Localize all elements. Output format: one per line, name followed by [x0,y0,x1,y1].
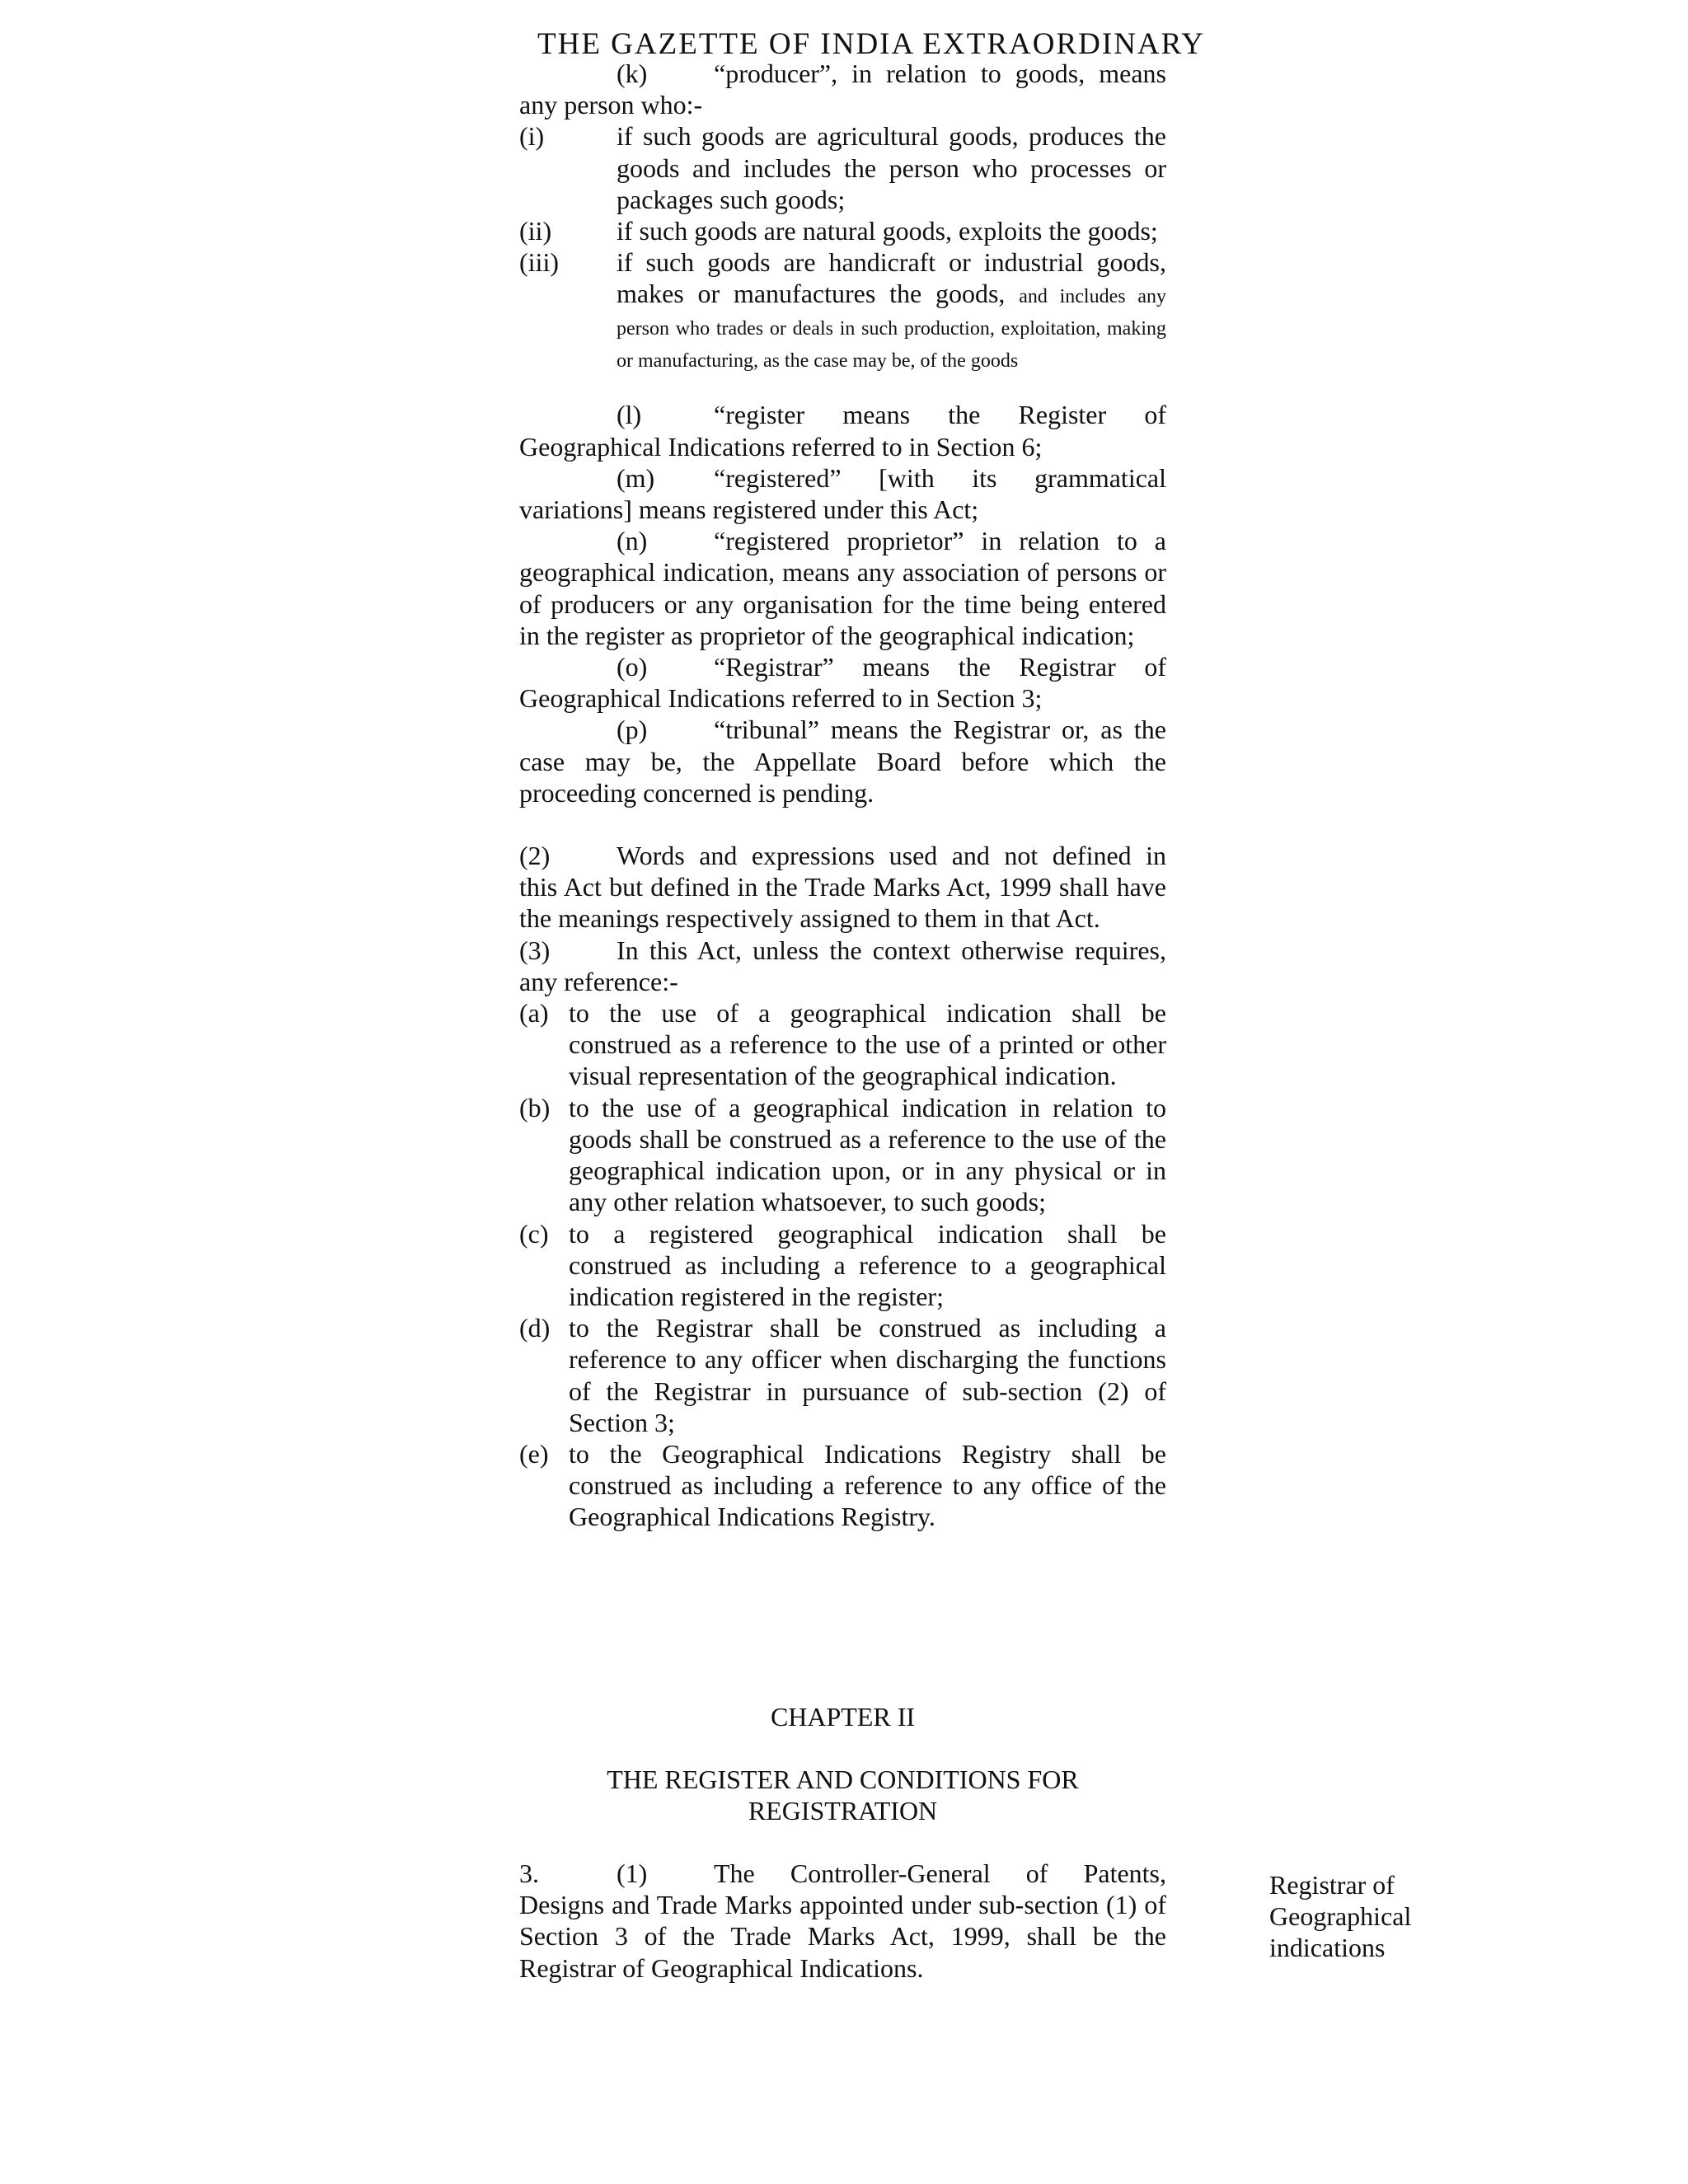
item-label: (e) [519,1438,549,1469]
header-title: THE GAZETTE OF INDIA EXTRAORDINARY [537,27,1205,56]
item-text: to a registered geographical indication shall be construed as including a reference to a geographical indication registered in the register; [569,1218,1166,1311]
item-text-main: if such goods are handicraft or industrial goods, makes or manufactures the goods, [617,247,1166,309]
item-label: (b) [519,1092,551,1122]
list-item [519,1312,1166,1438]
item-text-amendment: and includes any person who trades or deals in such production, exploitation, making or manufacturing, as the case may be, of the goods [617,286,1167,373]
list-item [519,215,1166,246]
definition-p-rest: case may be, the Appellate Board before which the proceeding concerned is pending. [519,746,1166,808]
item-text: to the Registrar shall be construed as including a reference to any officer when discharging the functions of the Registrar in pursuance of sub-section (2) of Section 3; [569,1313,1166,1437]
definition-m-first-line [519,462,1166,494]
section-3 [519,1858,1166,1984]
list-item [519,120,1166,215]
definition-label: (o) [617,652,648,682]
item-text: to the use of a geographical indication shall be construed as a reference to the use of a printed or other visual representation of the geographical indication. [569,998,1166,1091]
item-text: if such goods are natural goods, exploits the goods; [617,216,1158,246]
chapter-title-line-1: THE REGISTER AND CONDITIONS FOR [607,1765,1079,1794]
item-label: (ii) [519,216,552,246]
item-label: (d) [519,1313,551,1343]
definition-p-first-line [519,714,1166,745]
item-text: to the Geographical Indications Registry shall be construed as including a reference to any office of the Geographical Indications Registry. [569,1438,1166,1532]
definition-text: “registered proprietor” in relation to a [714,526,1166,556]
item-text [617,246,1166,374]
definition-text: “tribunal” means the Registrar or, as the [714,715,1166,745]
definition-label: (p) [617,715,648,745]
subsection-text: Words and expressions used and not defined in [617,841,1166,871]
main-text-column [519,58,1166,1533]
subsection-label: (3) [519,935,551,965]
section-number: 3. [519,1858,539,1888]
definition-text: “Registrar” means the Registrar of [714,652,1166,682]
definition-label: (n) [617,526,648,556]
definition-label: (l) [617,400,642,430]
subsection-2-rest: this Act but defined in the Trade Marks Act, 1999 shall have the meanings respectively assigned to them in that Act. [519,872,1166,934]
definition-l-first-line [519,399,1166,430]
definition-n-rest: geographical indication, means any association of persons or of producers or any organisation for the time being entered in the register as proprietor of the geographical indication; [519,557,1166,650]
item-text: if such goods are agricultural goods, produces the goods and includes the person who processes or packages such goods; [617,121,1166,214]
chapter-title-line-2: REGISTRATION [748,1796,938,1825]
list-item [519,1438,1166,1533]
definition-o-rest: Geographical Indications referred to in Section 3; [519,683,1043,714]
list-item [519,997,1166,1092]
section-3-first-line [519,1858,1166,1889]
item-text: to the use of a geographical indication in relation to goods shall be construed as a reference to the use of the geographical indication upon, or in any physical or in any other relation whatsoever, to such goods; [569,1092,1166,1217]
subsection-text: In this Act, unless the context otherwise requires, [617,935,1166,965]
definition-k-rest: any person who:- [519,90,703,120]
definition-label: (m) [617,462,655,493]
definition-label: (k) [617,59,648,88]
subsection-3-first-line [519,935,1166,966]
subsection-2-first-line [519,840,1166,871]
definition-text: “producer”, in relation to goods, means [714,59,1166,88]
item-label: (iii) [519,247,559,278]
running-header [0,12,1688,56]
section-3-rest: Designs and Trade Marks appointed under sub-section (1) of Section 3 of the Trade Marks Act, 1999, shall be the Registrar of Geographical Indications. [519,1890,1166,1983]
item-label: (i) [519,121,545,152]
section-text: The Controller-General of Patents, [714,1858,1166,1888]
definition-l-rest: Geographical Indications referred to in Section 6; [519,431,1043,462]
margin-note: Registrar of Geographical indications [1269,1870,1412,1962]
item-label: (c) [519,1218,549,1249]
list-item [519,246,1166,374]
list-item [519,1092,1166,1218]
definition-k-first-line [519,58,1166,89]
chapter-number: CHAPTER II [770,1702,916,1732]
subsection-label: (2) [519,841,551,871]
definition-n-first-line [519,525,1166,556]
section-sub-label: (1) [617,1858,648,1888]
definition-o-first-line [519,651,1166,682]
definition-text: “register means the Register of [714,400,1166,430]
subsection-3-rest: any reference:- [519,966,678,996]
list-item [519,1218,1166,1313]
definition-text: “registered” [with its grammatical [714,462,1166,493]
definition-m-rest: variations] means registered under this Act; [519,494,979,525]
item-label: (a) [519,998,549,1029]
